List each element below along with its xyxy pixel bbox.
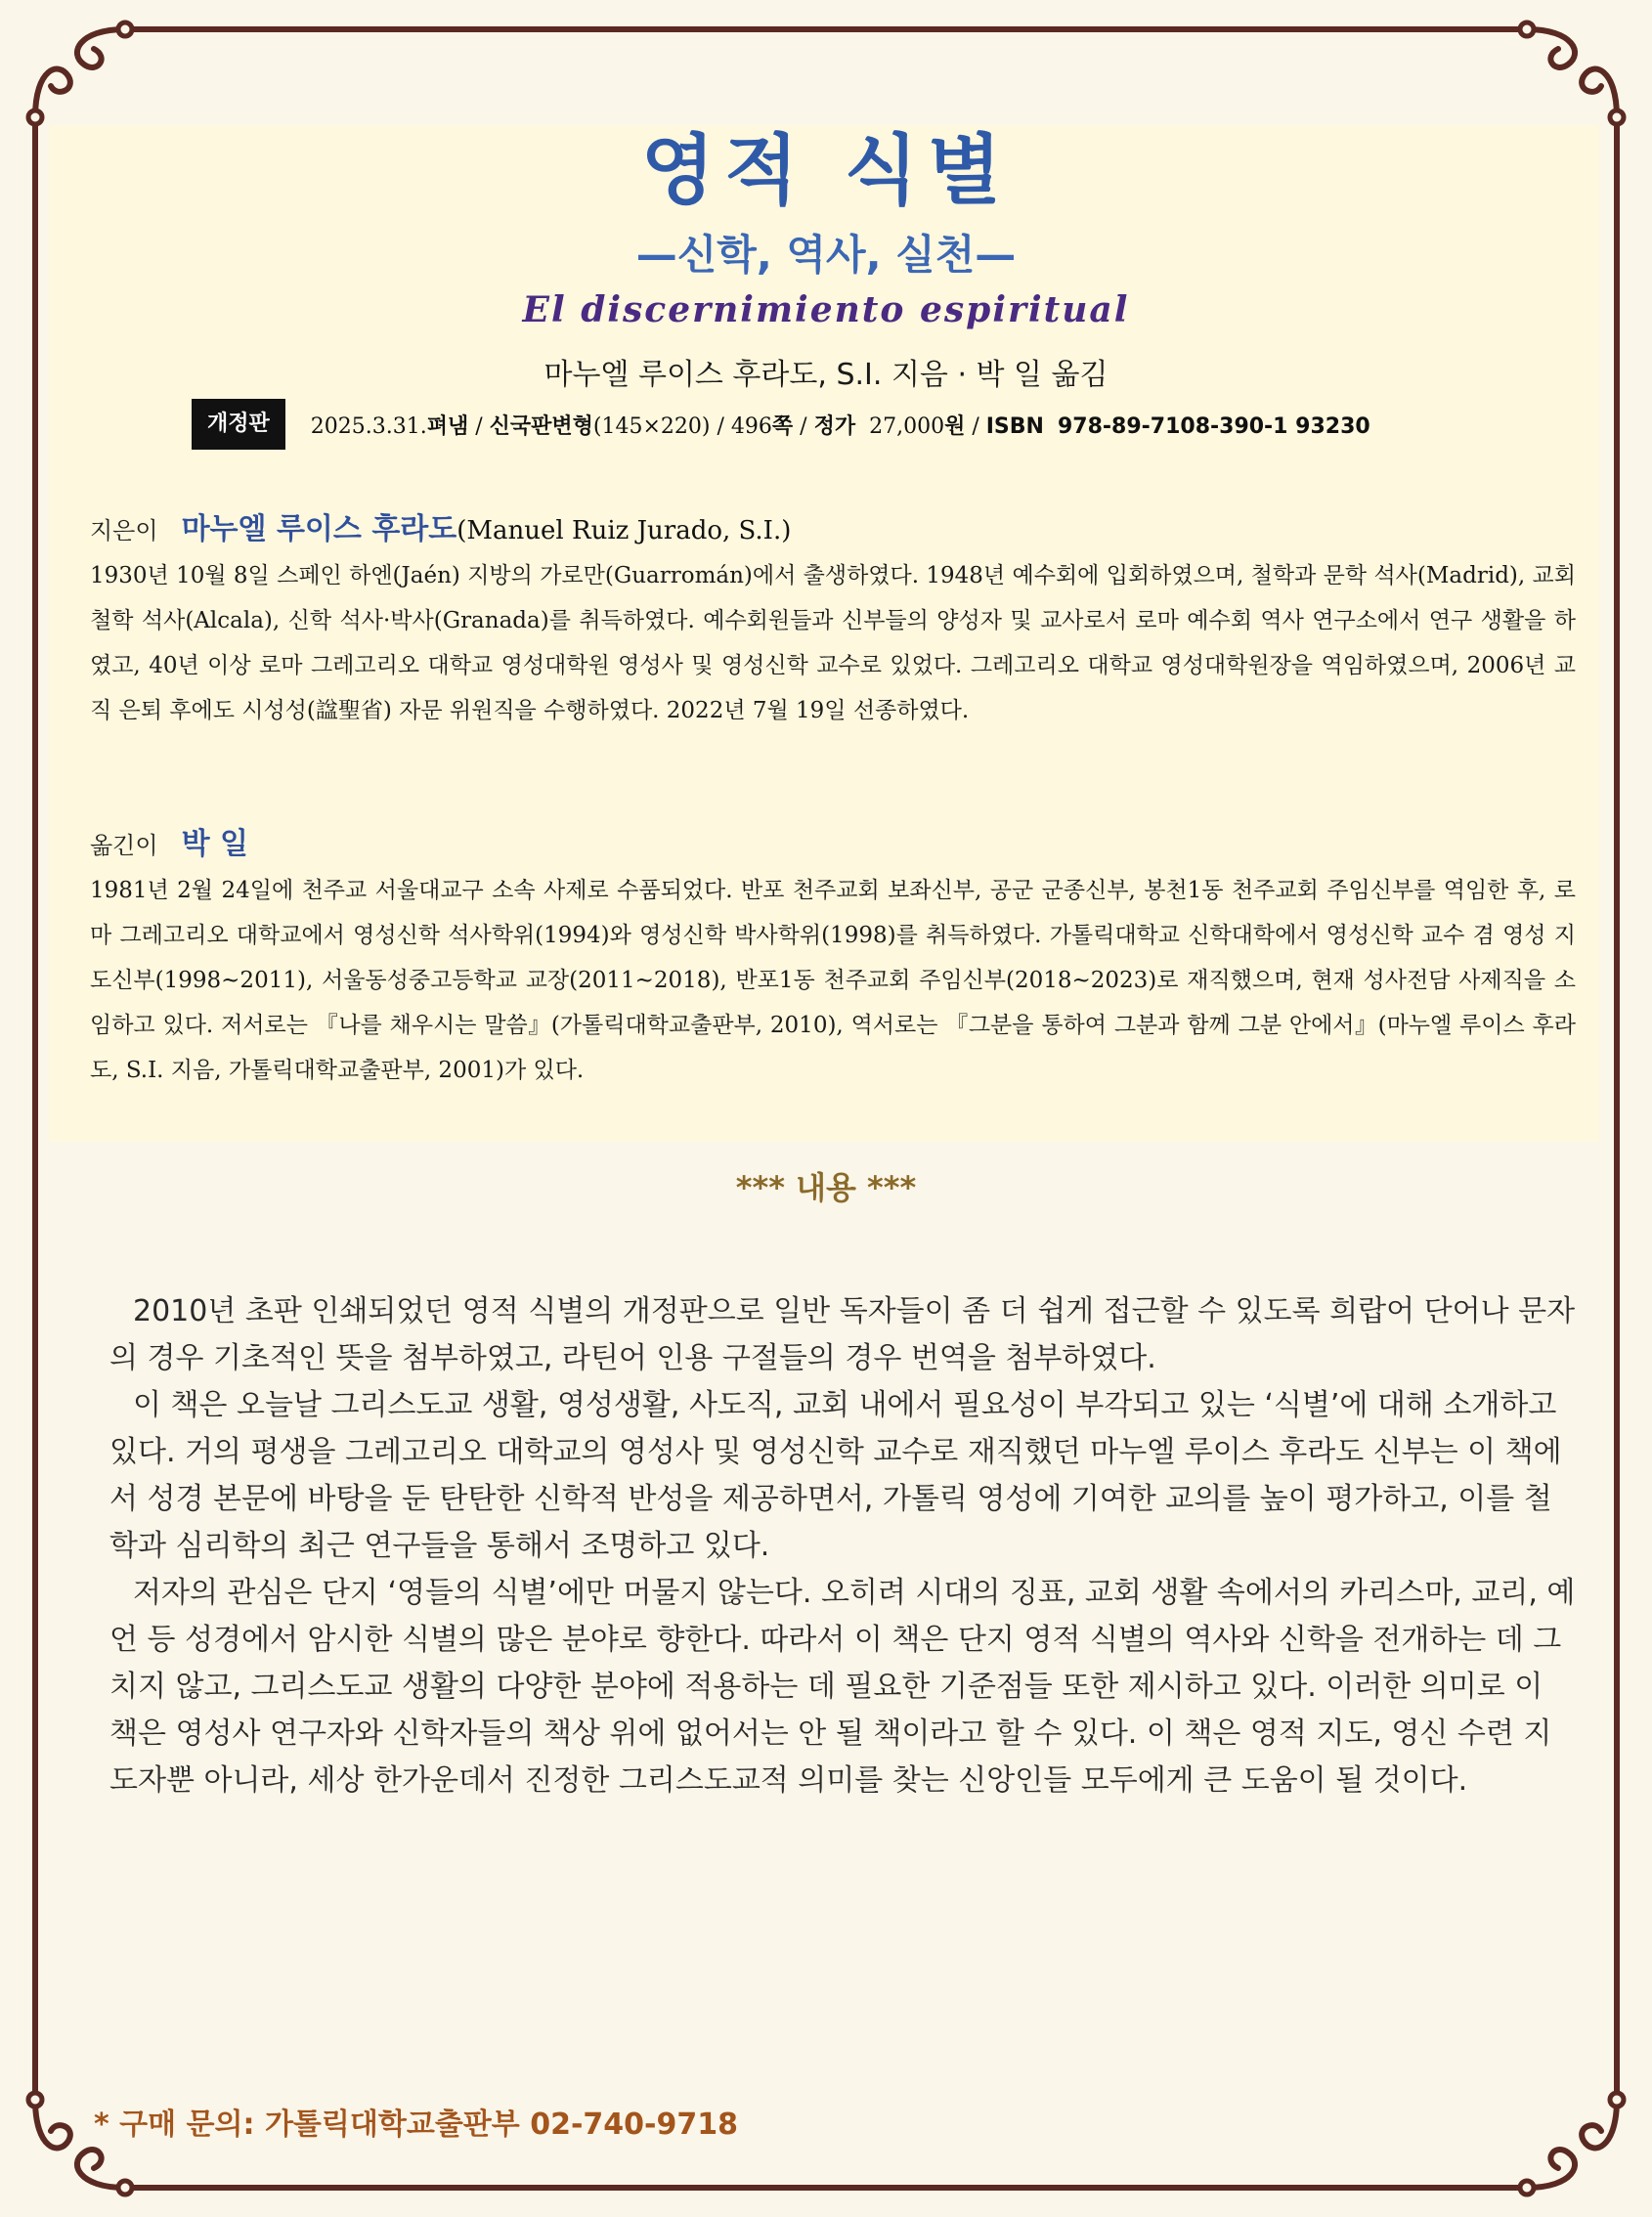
format-size: (145×220) / 496 bbox=[592, 413, 772, 439]
author-name-latin: (Manuel Ruiz Jurado, S.I.) bbox=[456, 516, 792, 545]
price: 27,000 bbox=[869, 413, 945, 439]
author-name: 마누엘 루이스 후라도 bbox=[181, 512, 457, 546]
price-label: 정가 bbox=[813, 413, 856, 439]
content-paragraph: 이 책은 오늘날 그리스도교 생활, 영성생활, 사도직, 교회 내에서 필요성이 부각되고 있는 ‘식별’에 대해 소개하고 있다. 거의 평생을 그레고리오 대학교의 영성사 및 영성신학 교수로 재직했던 마누엘 루이스 후라도 신부는 이 책에서 성경 본문에 바탕을 둔 탄탄한 신학적 반성을 제공하면서, 가톨릭 영성에 기여한 교의를 높이 평가하고, 이를 철학과 심리학의 최근 연구들을 통해서 조명하고 있다. bbox=[109, 1388, 1562, 1563]
isbn-label: ISBN bbox=[985, 413, 1044, 439]
pub-date: 2025.3.31. bbox=[310, 413, 427, 439]
content-heading: *** 내용 *** bbox=[735, 1169, 917, 1206]
translator-role: 옮긴이 bbox=[90, 832, 158, 859]
purchase-contact: * 구매 문의: 가톨릭대학교출판부 02-740-9718 bbox=[94, 2108, 738, 2142]
content-paragraph: 2010년 초판 인쇄되었던 영적 식별의 개정판으로 일반 독자들이 좀 더 쉽게 접근할 수 있도록 희랍어 단어나 문자의 경우 기초적인 뜻을 첨부하였고, 라틴어 인용 구절들의 경우 번역을 첨부하였다. bbox=[109, 1294, 1576, 1375]
pages-unit: 쪽 bbox=[771, 413, 794, 439]
format-label: 신국판변형 bbox=[489, 413, 593, 439]
translator-bio: 1981년 2월 24일에 천주교 서울대교구 소속 사제로 수품되었다. 반포 천주교회 보좌신부, 공군 군종신부, 봉천1동 천주교회 주임신부를 역임한 후, 로마 그레고리오 대학교에서 영성신학 석사학위(1994)와 영성신학 박사학위(1998)를 취득하였다. 가톨릭대학교 신학대학에서 영성신학 교수 겸 영성 지도신부(1998~2011), 서울동성중고등학교 교장(2011~2018), 반포1동 천주교회 주임신부(2018~2023)로 재직했으며, 현재 성사전담 사제직을 소임하고 있다. 저서로는 『나를 채우시는 말씀』(가톨릭대학교출판부, 2010), 역서로는 『그분을 통하여 그분과 함께 그분 안에서』(마누엘 루이스 후라도, S.I. 지음, 가톨릭대학교출판부, 2001)가 있다. bbox=[90, 878, 1576, 1083]
content-body bbox=[109, 1288, 1576, 1804]
content-paragraph: 저자의 관심은 단지 ‘영들의 식별’에만 머물지 않는다. 오히려 시대의 징표, 교회 생활 속에서의 카리스마, 교리, 예언 등 성경에서 암시한 식별의 많은 분야로 향한다. 따라서 이 책은 단지 영적 식별의 역사와 신학을 전개하는 데 그치지 않고, 그리스도교 생활의 다양한 분야에 적용하는 데 필요한 기준점들 또한 제시하고 있다. 이러한 의미로 이 책은 영성사 연구자와 신학자들의 책상 위에 없어서는 안 될 책이라고 할 수 있다. 이 책은 영적 지도, 영신 수련 지도자뿐 아니라, 세상 한가운데서 진정한 그리스도교적 의미를 찾는 신앙인들 모두에게 큰 도움이 될 것이다. bbox=[109, 1576, 1576, 1798]
author-role: 지은이 bbox=[90, 517, 158, 544]
publication-details: 2025.3.31.펴냄 / 신국판변형(145×220) / 496쪽 / 정가 27,000원 / ISBN 978-89-7108-390-1 93230 bbox=[310, 413, 1370, 439]
author-line: 마누엘 루이스 후라도, S.I. 지음 · 박 일 옮김 bbox=[543, 358, 1109, 392]
translator-heading bbox=[90, 819, 248, 862]
original-title: El discernimiento espiritual bbox=[522, 289, 1130, 330]
edition-badge: 개정판 bbox=[192, 399, 285, 450]
book-subtitle: —신학, 역사, 실천— bbox=[635, 231, 1017, 279]
translator-name: 박 일 bbox=[181, 827, 248, 861]
author-bio: 1930년 10월 8일 스페인 하엔(Jaén) 지방의 가로만(Guarromán)에서 출생하였다. 1948년 예수회에 입회하였으며, 철학과 문학 석사(Madrid), 교회 철학 석사(Alcala), 신학 석사·박사(Granada)를 취득하였다. 예수회원들과 신부들의 양성자 및 교사로서 로마 예수회 역사 연구소에서 연구 생활을 하였고, 40년 이상 로마 그레고리오 대학교 영성대학원 영성사 및 영성신학 교수로 있었다. 그레고리오 대학교 영성대학원장을 역임하였으며, 2006년 교직 은퇴 후에도 시성성(諡聖省) 자문 위원직을 수행하였다. 2022년 7월 19일 선종하였다. bbox=[90, 563, 1576, 723]
price-unit: 원 bbox=[944, 413, 966, 439]
book-title: 영적 식별 bbox=[640, 127, 1012, 215]
isbn: 978-89-7108-390-1 93230 bbox=[1057, 413, 1370, 439]
pub-date-label: 펴냄 bbox=[426, 413, 469, 439]
author-heading bbox=[90, 504, 791, 547]
publication-info bbox=[192, 399, 1370, 450]
